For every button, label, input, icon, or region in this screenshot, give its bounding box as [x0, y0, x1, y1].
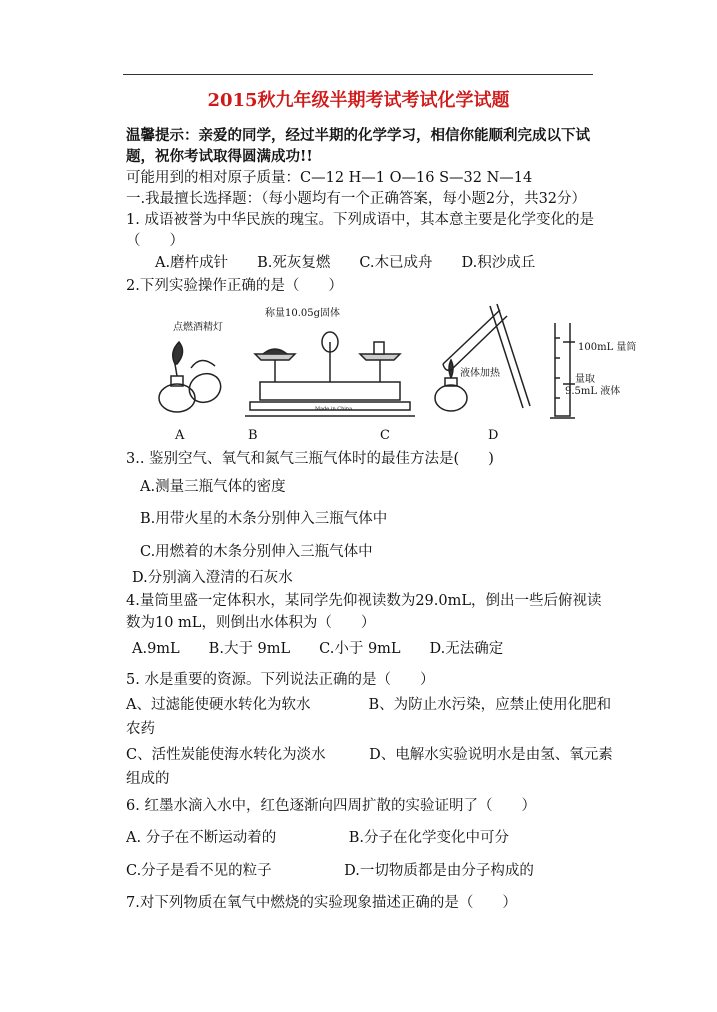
option-label-d: D: [488, 428, 499, 443]
q4-options: A.9mL B.大于 9mL C.小于 9mL D.无法确定: [132, 641, 504, 657]
q3-option-d: D.分别滴入澄清的石灰水: [132, 570, 293, 586]
q3-option-a: A.测量三瓶气体的密度: [140, 479, 286, 495]
option-label-b: B: [248, 428, 258, 443]
caption-d-3: 9.5mL 液体: [565, 386, 621, 397]
tip-line-1: 温馨提示：亲爱的同学，经过半期的化学学习，相信你能顺利完成以下试: [126, 127, 590, 144]
q5-text: 5. 水是重要的资源。下列说法正确的是（ ）: [126, 672, 435, 688]
q4-text-1: 4.量筒里盛一定体积水，某同学先仰视读数为29.0mL，倒出一些后俯视读: [126, 593, 602, 609]
q2-text: 2.下列实验操作正确的是（ ）: [126, 278, 343, 294]
q6-options-ab: A. 分子在不断运动着的 B.分子在化学变化中可分: [126, 830, 509, 846]
q5-options-cd: C、活性炭能使海水转化为淡水 D、电解水实验说明水是由氢、氧元素: [126, 747, 613, 763]
q7-text: 7.对下列物质在氧气中燃烧的实验现象描述正确的是（ ）: [126, 895, 517, 911]
caption-c: 液体加热: [460, 368, 500, 379]
q3-option-c: C.用燃着的木条分别伸入三瓶气体中: [140, 544, 373, 560]
caption-a: 点燃酒精灯: [173, 322, 223, 333]
q6-options-cd: C.分子是看不见的粒子 D.一切物质都是由分子构成的: [126, 863, 534, 879]
top-rule: [123, 74, 593, 75]
q1-text: 1. 成语被誉为中华民族的瑰宝。下列成语中，其本意主要是化学变化的是: [126, 212, 594, 228]
q6-text: 6. 红墨水滴入水中，红色逐渐向四周扩散的实验证明了（ ）: [126, 798, 536, 814]
option-label-c: C: [380, 428, 390, 443]
scale-text: Made in China: [315, 406, 353, 412]
tip-line-2: 题，祝你考试取得圆满成功!!: [126, 148, 313, 165]
caption-d-1: 100mL 量筒: [578, 342, 637, 353]
section-heading: 一.我最擅长选择题：（每小题均有一个正确答案，每小题2分，共32分）: [126, 191, 587, 207]
q3-text: 3.. 鉴别空气、氧气和氮气三瓶气体时的最佳方法是( ): [126, 451, 494, 467]
q5-options-ab: A、过滤能使硬水转化为软水 B、为防止水污染，应禁止使用化肥和: [126, 697, 612, 713]
q5-options-cd-cont: 组成的: [126, 771, 170, 787]
q1-options: A.磨杵成针 B.死灰复燃 C.木已成舟 D.积沙成丘: [155, 255, 536, 271]
page-title: 2015秋九年级半期考试考试化学试题: [207, 90, 510, 111]
q1-blank: （ ）: [126, 233, 184, 249]
caption-b: 称量10.05g固体: [265, 308, 341, 319]
q2-figure: [155, 298, 637, 428]
q5-options-ab-cont: 农药: [126, 721, 155, 737]
option-label-a: A: [175, 428, 185, 443]
q4-text-2: 数为10 mL，则倒出水体积为（ ）: [126, 615, 376, 631]
caption-d-2: 量取: [575, 374, 595, 385]
q3-option-b: B.用带火星的木条分别伸入三瓶气体中: [140, 511, 388, 527]
atomic-mass-line: 可能用到的相对原子质量：C—12 H—1 O—16 S—32 N—14: [126, 170, 533, 186]
